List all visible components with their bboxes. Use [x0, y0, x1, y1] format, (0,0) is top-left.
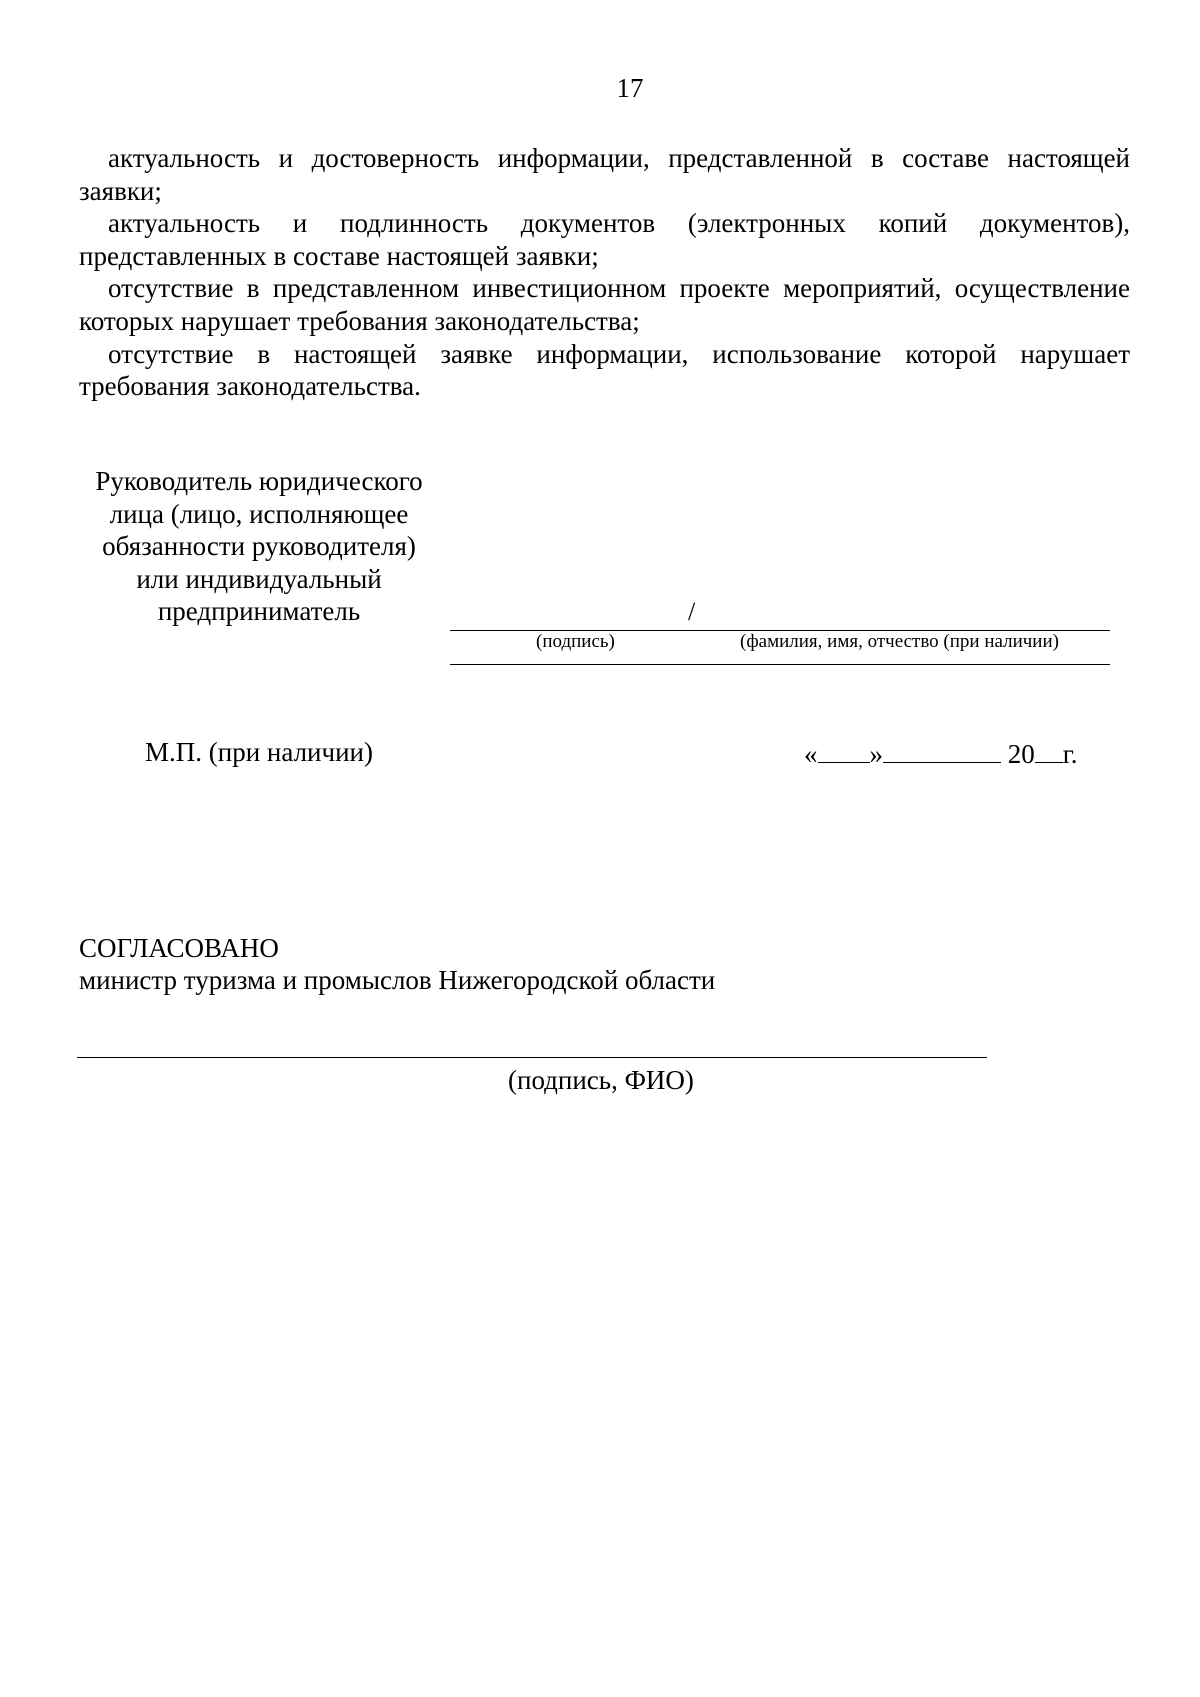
- date-open-quote: «: [804, 739, 818, 769]
- signature-underline: [450, 664, 1110, 665]
- fio-caption: (фамилия, имя, отчество (при наличии): [740, 631, 1059, 652]
- paragraph: актуальность и подлинность документов (электронных копий документов), представленных в составе настоящей заявки;: [79, 208, 1130, 271]
- year-prefix: 20: [1007, 739, 1035, 769]
- date-field[interactable]: [804, 736, 1078, 770]
- approval-signature-line[interactable]: [77, 1057, 987, 1058]
- signer-label-line: или индивидуальный: [136, 563, 382, 594]
- signer-label-line: Руководитель юридического: [95, 466, 423, 496]
- approval-caption: (подпись, ФИО): [508, 1065, 694, 1095]
- approval-title: СОГЛАСОВАНО: [79, 933, 279, 963]
- signer-label: [84, 465, 434, 628]
- year-suffix: г.: [1062, 739, 1078, 769]
- signature-separator: /: [688, 597, 696, 626]
- page-number: 17: [616, 73, 644, 103]
- signer-label-line: предприниматель: [157, 596, 361, 626]
- body-text: [79, 142, 1130, 403]
- signature-caption: (подпись): [536, 631, 615, 652]
- signer-label-line: лица (лицо, исполняющее: [109, 498, 409, 529]
- day-blank[interactable]: [818, 736, 870, 763]
- paragraph: отсутствие в представленном инвестиционном проекте мероприятий, осуществление которых нарушает требования законодательства;: [79, 273, 1130, 336]
- year-blank[interactable]: [1035, 736, 1063, 763]
- month-blank[interactable]: [883, 736, 1001, 763]
- stamp-placeholder: М.П. (при наличии): [145, 737, 373, 767]
- paragraph: отсутствие в настоящей заявке информации, использование которой нарушает требования законодательства.: [79, 338, 1130, 402]
- approval-role: министр туризма и промыслов Нижегородской области: [79, 965, 716, 995]
- date-close-quote: »: [869, 739, 883, 769]
- signer-label-line: обязанности руководителя): [102, 531, 416, 561]
- paragraph: актуальность и достоверность информации, представленной в составе настоящей заявки;: [79, 143, 1130, 206]
